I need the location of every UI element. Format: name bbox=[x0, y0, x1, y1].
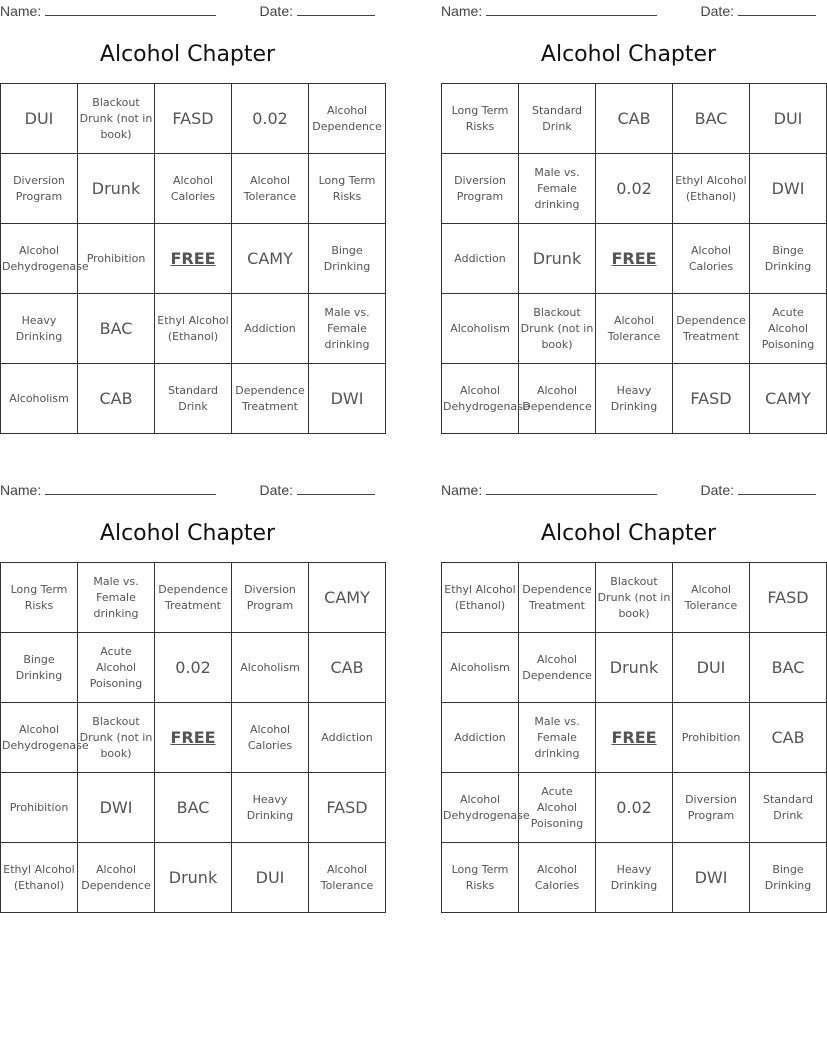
date-label: Date: bbox=[259, 3, 293, 19]
name-date-row bbox=[441, 3, 816, 19]
bingo-cell: FASD bbox=[309, 773, 386, 843]
bingo-cell: Alcohol Tolerance bbox=[309, 843, 386, 913]
bingo-cell: CAB bbox=[750, 703, 827, 773]
date-field[interactable] bbox=[260, 482, 375, 498]
name-line bbox=[486, 482, 657, 495]
bingo-cell: Male vs. Female drinking bbox=[519, 154, 596, 224]
bingo-cell: Blackout Drunk (not in book) bbox=[78, 703, 155, 773]
bingo-cell: Addiction bbox=[442, 703, 519, 773]
bingo-cell: Alcohol Tolerance bbox=[673, 563, 750, 633]
bingo-cell: Heavy Drinking bbox=[1, 294, 78, 364]
bingo-cell: BAC bbox=[750, 633, 827, 703]
bingo-cell: 0.02 bbox=[596, 773, 673, 843]
name-field[interactable] bbox=[0, 3, 216, 19]
grid-row bbox=[1, 224, 386, 294]
bingo-cell: Prohibition bbox=[673, 703, 750, 773]
bingo-cell: CAMY bbox=[750, 364, 827, 434]
bingo-cell: Alcohol Calories bbox=[673, 224, 750, 294]
grid-row bbox=[442, 843, 827, 913]
grid-row bbox=[1, 364, 386, 434]
bingo-cell: Alcohol Calories bbox=[155, 154, 232, 224]
date-line bbox=[738, 3, 816, 16]
grid-row bbox=[442, 154, 827, 224]
bingo-cell: Alcohol Tolerance bbox=[232, 154, 309, 224]
bingo-cell: FASD bbox=[673, 364, 750, 434]
bingo-cell: Male vs. Female drinking bbox=[309, 294, 386, 364]
bingo-cell: Long Term Risks bbox=[442, 843, 519, 913]
grid-row bbox=[442, 364, 827, 434]
bingo-cell: Alcohol Dependence bbox=[78, 843, 155, 913]
bingo-cell: DWI bbox=[673, 843, 750, 913]
date-line bbox=[297, 3, 375, 16]
name-label: Name: bbox=[441, 3, 483, 19]
name-date-row bbox=[0, 3, 375, 19]
bingo-cell: Acute Alcohol Poisoning bbox=[519, 773, 596, 843]
bingo-cell: DWI bbox=[750, 154, 827, 224]
bingo-cell: CAB bbox=[596, 84, 673, 154]
card-title: Alcohol Chapter bbox=[99, 42, 276, 67]
bingo-cell: Addiction bbox=[309, 703, 386, 773]
bingo-cell: Drunk bbox=[155, 843, 232, 913]
bingo-cell: BAC bbox=[78, 294, 155, 364]
bingo-cell: Addiction bbox=[232, 294, 309, 364]
bingo-cell: Binge Drinking bbox=[750, 224, 827, 294]
grid-row bbox=[1, 703, 386, 773]
name-label: Name: bbox=[0, 3, 42, 19]
bingo-cell: Alcoholism bbox=[442, 294, 519, 364]
grid-row bbox=[442, 563, 827, 633]
bingo-cell: Addiction bbox=[442, 224, 519, 294]
date-label: Date: bbox=[259, 482, 293, 498]
date-line bbox=[738, 482, 816, 495]
bingo-cell: Ethyl Alcohol (Ethanol) bbox=[155, 294, 232, 364]
grid-row bbox=[1, 154, 386, 224]
bingo-cell: Binge Drinking bbox=[309, 224, 386, 294]
name-field[interactable] bbox=[441, 3, 657, 19]
bingo-cell: Dependence Treatment bbox=[673, 294, 750, 364]
bingo-cell: 0.02 bbox=[596, 154, 673, 224]
bingo-cell: Blackout Drunk (not in book) bbox=[596, 563, 673, 633]
bingo-cell: Binge Drinking bbox=[1, 633, 78, 703]
bingo-cell: Diversion Program bbox=[673, 773, 750, 843]
grid-row bbox=[442, 224, 827, 294]
grid-row bbox=[442, 773, 827, 843]
bingo-cell: CAB bbox=[78, 364, 155, 434]
bingo-cell: Ethyl Alcohol (Ethanol) bbox=[442, 563, 519, 633]
bingo-cell: Alcohol Dependence bbox=[309, 84, 386, 154]
bingo-cell: Standard Drink bbox=[750, 773, 827, 843]
bingo-grid bbox=[441, 562, 827, 913]
bingo-cell: CAMY bbox=[309, 563, 386, 633]
bingo-cell: 0.02 bbox=[155, 633, 232, 703]
bingo-cell: Blackout Drunk (not in book) bbox=[78, 84, 155, 154]
bingo-cell: Ethyl Alcohol (Ethanol) bbox=[1, 843, 78, 913]
grid-row bbox=[1, 773, 386, 843]
date-field[interactable] bbox=[260, 3, 375, 19]
free-space-cell: FREE bbox=[155, 703, 232, 773]
bingo-cell: Prohibition bbox=[78, 224, 155, 294]
bingo-cell: CAB bbox=[309, 633, 386, 703]
bingo-cell: FASD bbox=[750, 563, 827, 633]
card-title: Alcohol Chapter bbox=[540, 521, 717, 546]
bingo-cell: Dependence Treatment bbox=[232, 364, 309, 434]
date-field[interactable] bbox=[701, 482, 816, 498]
grid-row bbox=[442, 84, 827, 154]
bingo-cell: Long Term Risks bbox=[442, 84, 519, 154]
bingo-cell: Alcohol Dehydrogenase bbox=[1, 224, 78, 294]
date-field[interactable] bbox=[701, 3, 816, 19]
bingo-cell: Alcoholism bbox=[442, 633, 519, 703]
bingo-cell: Heavy Drinking bbox=[232, 773, 309, 843]
card-title: Alcohol Chapter bbox=[99, 521, 276, 546]
grid-row bbox=[1, 563, 386, 633]
bingo-cell: Acute Alcohol Poisoning bbox=[750, 294, 827, 364]
bingo-cell: DUI bbox=[673, 633, 750, 703]
name-line bbox=[45, 482, 216, 495]
name-date-row bbox=[0, 482, 375, 498]
bingo-cell: BAC bbox=[155, 773, 232, 843]
bingo-cell: Male vs. Female drinking bbox=[519, 703, 596, 773]
bingo-cell: Alcohol Dependence bbox=[519, 633, 596, 703]
grid-row bbox=[442, 703, 827, 773]
bingo-cell: DUI bbox=[1, 84, 78, 154]
free-space-cell: FREE bbox=[596, 224, 673, 294]
bingo-cell: Alcoholism bbox=[1, 364, 78, 434]
date-line bbox=[297, 482, 375, 495]
grid-row bbox=[442, 294, 827, 364]
bingo-cell: Blackout Drunk (not in book) bbox=[519, 294, 596, 364]
bingo-cell: FASD bbox=[155, 84, 232, 154]
bingo-cell: Binge Drinking bbox=[750, 843, 827, 913]
grid-row bbox=[1, 633, 386, 703]
name-field[interactable] bbox=[0, 482, 216, 498]
bingo-cell: Long Term Risks bbox=[1, 563, 78, 633]
bingo-cell: DWI bbox=[309, 364, 386, 434]
bingo-cell: Diversion Program bbox=[1, 154, 78, 224]
bingo-cell: Alcohol Calories bbox=[232, 703, 309, 773]
bingo-cell: Alcoholism bbox=[232, 633, 309, 703]
bingo-cell: DUI bbox=[232, 843, 309, 913]
grid-row bbox=[1, 843, 386, 913]
bingo-grid bbox=[441, 83, 827, 434]
bingo-cell: DWI bbox=[78, 773, 155, 843]
bingo-cell: Male vs. Female drinking bbox=[78, 563, 155, 633]
bingo-cell: DUI bbox=[750, 84, 827, 154]
bingo-cell: Standard Drink bbox=[519, 84, 596, 154]
bingo-cell: BAC bbox=[673, 84, 750, 154]
bingo-cell: Alcohol Dehydrogenase bbox=[442, 773, 519, 843]
bingo-cell: Standard Drink bbox=[155, 364, 232, 434]
bingo-cell: Alcohol Dependence bbox=[519, 364, 596, 434]
name-date-row bbox=[441, 482, 816, 498]
bingo-cell: Drunk bbox=[596, 633, 673, 703]
grid-row bbox=[1, 294, 386, 364]
card-title: Alcohol Chapter bbox=[540, 42, 717, 67]
bingo-cell: Drunk bbox=[519, 224, 596, 294]
grid-row bbox=[442, 633, 827, 703]
free-space-cell: FREE bbox=[596, 703, 673, 773]
name-label: Name: bbox=[441, 482, 483, 498]
bingo-cell: Heavy Drinking bbox=[596, 843, 673, 913]
name-field[interactable] bbox=[441, 482, 657, 498]
free-space-cell: FREE bbox=[155, 224, 232, 294]
bingo-cell: Alcohol Calories bbox=[519, 843, 596, 913]
name-line bbox=[486, 3, 657, 16]
bingo-cell: Prohibition bbox=[1, 773, 78, 843]
bingo-cell: 0.02 bbox=[232, 84, 309, 154]
date-label: Date: bbox=[700, 482, 734, 498]
date-label: Date: bbox=[700, 3, 734, 19]
bingo-cell: Alcohol Dehydrogenase bbox=[442, 364, 519, 434]
grid-row bbox=[1, 84, 386, 154]
bingo-cell: Acute Alcohol Poisoning bbox=[78, 633, 155, 703]
bingo-grid bbox=[0, 83, 386, 434]
bingo-cell: Heavy Drinking bbox=[596, 364, 673, 434]
bingo-cell: Long Term Risks bbox=[309, 154, 386, 224]
bingo-cell: Drunk bbox=[78, 154, 155, 224]
bingo-cell: Diversion Program bbox=[442, 154, 519, 224]
bingo-cell: Alcohol Dehydrogenase bbox=[1, 703, 78, 773]
name-label: Name: bbox=[0, 482, 42, 498]
bingo-cell: Diversion Program bbox=[232, 563, 309, 633]
bingo-cell: Dependence Treatment bbox=[155, 563, 232, 633]
bingo-cell: Ethyl Alcohol (Ethanol) bbox=[673, 154, 750, 224]
bingo-grid bbox=[0, 562, 386, 913]
bingo-cell: CAMY bbox=[232, 224, 309, 294]
bingo-cell: Dependence Treatment bbox=[519, 563, 596, 633]
name-line bbox=[45, 3, 216, 16]
bingo-cell: Alcohol Tolerance bbox=[596, 294, 673, 364]
